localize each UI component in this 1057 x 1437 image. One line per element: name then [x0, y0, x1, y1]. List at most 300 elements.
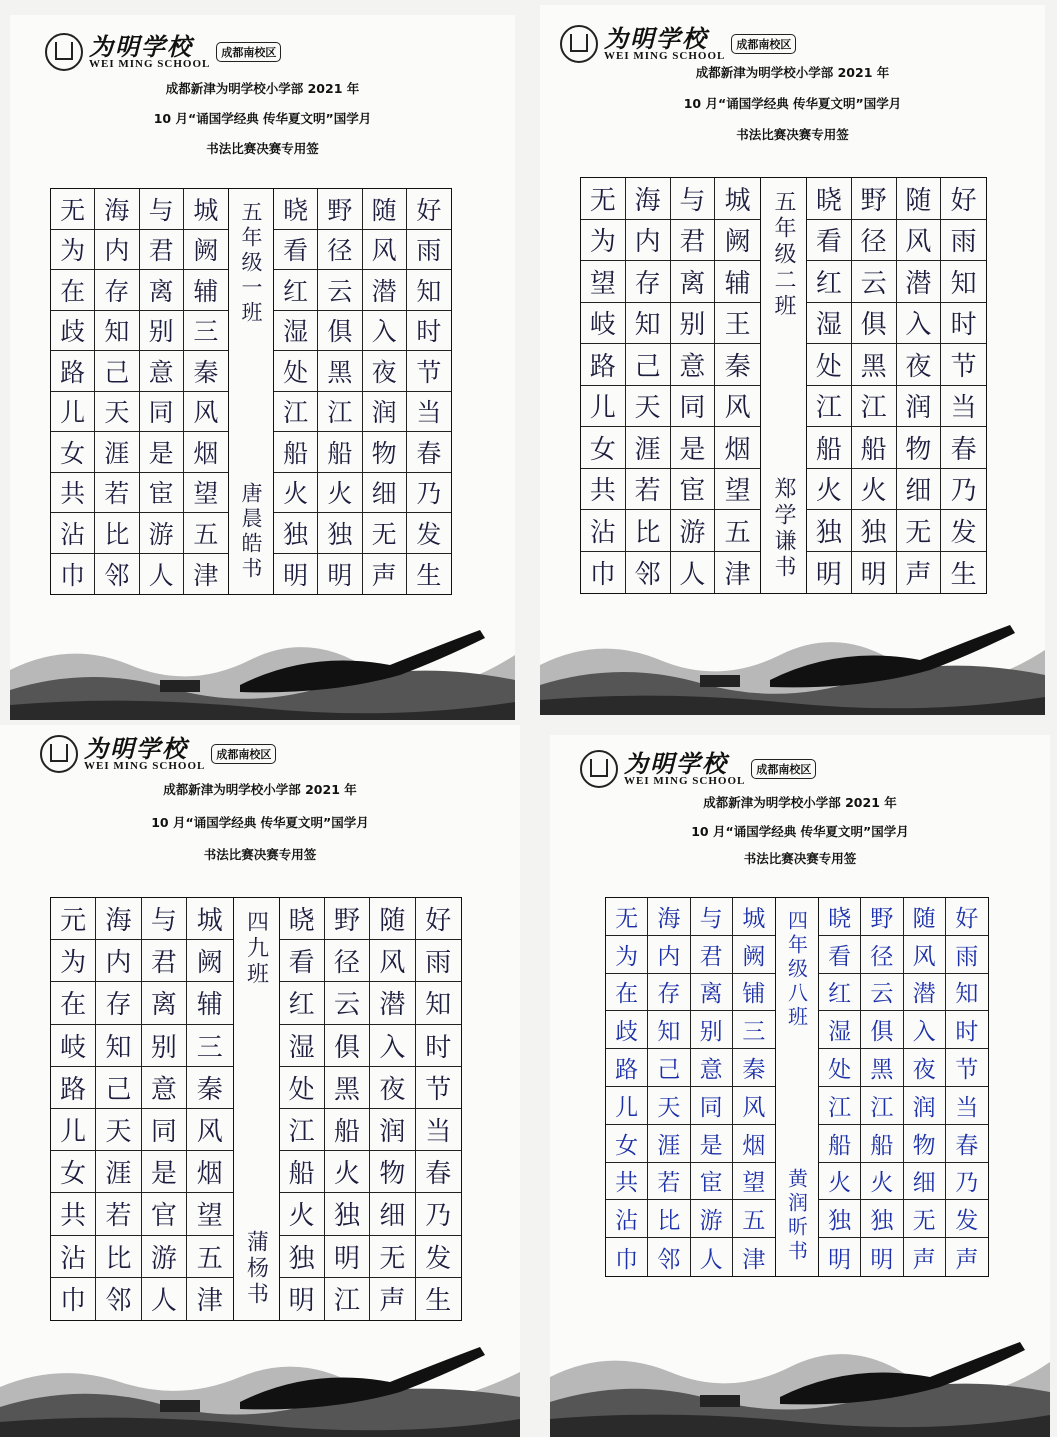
poem-character: 春	[941, 427, 986, 469]
poem-character: 无	[51, 189, 95, 230]
poem-character: 明	[852, 552, 897, 594]
header-line-2: 10 月“诵国学经典 传华夏文明”国学月	[151, 815, 369, 830]
poem-character: 邻	[95, 554, 139, 595]
poem-character: 风	[187, 1109, 232, 1151]
poem-character: 好	[946, 898, 988, 936]
poem-character: 知	[95, 311, 139, 352]
poem-character: 风	[363, 230, 407, 271]
ink-landscape-painting	[550, 1307, 1050, 1437]
poem-character: 云	[325, 982, 370, 1024]
poem-character: 黑	[325, 1067, 370, 1109]
school-emblem-icon	[560, 25, 598, 63]
poem-character: 铺	[733, 974, 775, 1012]
header-line-3: 书法比赛决赛专用签	[206, 141, 319, 156]
poem-character: 望	[187, 1193, 232, 1235]
poem-character: 比	[648, 1200, 690, 1238]
poem-grid	[580, 177, 987, 594]
poem-character: 看	[807, 220, 852, 262]
poem-character: 邻	[96, 1278, 141, 1320]
poem-character: 同	[671, 386, 716, 428]
poem-character: 云	[861, 974, 903, 1012]
poem-character: 红	[280, 982, 325, 1024]
poem-character: 晓	[807, 178, 852, 220]
poem-character: 随	[897, 178, 942, 220]
poem-character: 五	[187, 1236, 232, 1278]
poem-character: 阙	[187, 940, 232, 982]
poem-character: 离	[691, 974, 733, 1012]
signature-column	[233, 898, 280, 1320]
poem-character: 独	[807, 510, 852, 552]
poem-character: 存	[95, 270, 139, 311]
poem-character: 当	[416, 1109, 461, 1151]
poem-character: 风	[715, 386, 760, 428]
header-line-1: 成都新津为明学校小学部 2021 年	[165, 81, 360, 96]
calligraphy-sheet-2	[540, 5, 1045, 715]
poem-character: 同	[691, 1087, 733, 1125]
poem-character: 津	[724, 559, 751, 590]
poem-character: 春	[946, 1125, 988, 1163]
poem-character: 巾	[51, 1278, 96, 1320]
poem-character: 与	[142, 898, 187, 940]
poem-character: 火	[274, 473, 318, 514]
calligraphy-sheet-1	[10, 15, 515, 720]
poem-character: 径	[325, 940, 370, 982]
poem-character: 儿	[581, 386, 626, 428]
header-line-2: 10 月“诵国学经典 传华夏文明”国学月	[691, 824, 909, 839]
poem-character: 存	[96, 982, 141, 1024]
author-signature: 蒲杨书	[243, 1230, 269, 1308]
poem-character: 明	[274, 554, 318, 595]
poem-character: 巾	[606, 1238, 648, 1276]
poem-character: 意	[140, 351, 184, 392]
logo-name: 为明学校	[604, 23, 708, 53]
poem-character: 明	[807, 552, 852, 594]
poem-character: 元	[51, 898, 96, 940]
poem-character: 声	[955, 1246, 979, 1273]
poem-character: 辅	[187, 982, 232, 1024]
poem-character: 时	[946, 1011, 988, 1049]
poem-character: 望	[581, 261, 626, 303]
poem-character: 五	[184, 513, 228, 554]
poem-character: 沾	[51, 1236, 96, 1278]
poem-character: 独	[852, 510, 897, 552]
poem-character: 三	[733, 1011, 775, 1049]
poem-character: 火	[852, 469, 897, 511]
poem-character: 望	[715, 469, 760, 511]
poem-character: 夜	[897, 344, 942, 386]
poem-character: 女	[51, 432, 95, 473]
poem-character: 独	[318, 513, 362, 554]
class-label: 五年级一班	[239, 201, 263, 326]
poem-character: 黑	[318, 351, 362, 392]
poem-character: 火	[819, 1163, 861, 1201]
poem-character: 别	[140, 311, 184, 352]
poem-character: 无	[581, 178, 626, 220]
poem-character: 天	[626, 386, 671, 428]
poem-character: 节	[416, 1067, 461, 1109]
poem-character: 与	[140, 189, 184, 230]
logo-name: 为明学校	[84, 733, 188, 763]
poem-character: 儿	[606, 1087, 648, 1125]
poem-grid	[50, 188, 452, 595]
poem-character: 春	[407, 432, 451, 473]
poem-character: 时	[941, 303, 986, 345]
signature-column	[775, 898, 819, 1276]
poem-character: 秦	[733, 1049, 775, 1087]
poem-character: 红	[807, 261, 852, 303]
poem-block-right	[807, 178, 986, 593]
poem-character: 内	[626, 220, 671, 262]
poem-character: 海	[648, 898, 690, 936]
poem-character: 火	[318, 473, 362, 514]
poem-character: 沾	[581, 510, 626, 552]
poem-character: 黑	[852, 344, 897, 386]
school-emblem-icon	[580, 750, 618, 788]
poem-character: 津	[742, 1246, 766, 1273]
poem-character: 红	[274, 270, 318, 311]
campus-badge: 成都南校区	[731, 34, 796, 54]
poem-character: 江	[318, 392, 362, 433]
poem-character: 三	[187, 1025, 232, 1067]
poem-character: 望	[184, 473, 228, 514]
poem-character: 己	[626, 344, 671, 386]
header-line-2: 10 月“诵国学经典 传华夏文明”国学月	[153, 111, 372, 126]
poem-character: 知	[941, 261, 986, 303]
poem-character: 秦	[715, 344, 760, 386]
poem-character: 物	[904, 1125, 946, 1163]
poem-character: 涯	[96, 1151, 141, 1193]
poem-character: 春	[416, 1151, 461, 1193]
poem-character: 是	[140, 432, 184, 473]
poem-character: 沾	[51, 513, 95, 554]
poem-character: 为	[581, 220, 626, 262]
poem-character: 时	[407, 311, 451, 352]
poem-character: 独	[325, 1193, 370, 1235]
poem-character: 火	[861, 1163, 903, 1201]
poem-character: 知	[416, 982, 461, 1024]
poem-character: 俱	[318, 311, 362, 352]
poem-character: 宦	[691, 1163, 733, 1201]
poem-character: 知	[626, 303, 671, 345]
poem-character: 在	[51, 270, 95, 311]
poem-block-left	[51, 898, 233, 1320]
poem-character: 君	[691, 936, 733, 974]
poem-character: 风	[897, 220, 942, 262]
poem-character: 君	[142, 940, 187, 982]
poem-character: 风	[184, 392, 228, 433]
poem-character: 乃	[946, 1163, 988, 1201]
poem-character: 风	[904, 936, 946, 974]
poem-character: 宦	[140, 473, 184, 514]
poem-character: 野	[861, 898, 903, 936]
ink-landscape-painting	[540, 605, 1045, 715]
poem-character: 邻	[648, 1238, 690, 1276]
poem-character: 雨	[941, 220, 986, 262]
poem-character: 沾	[606, 1200, 648, 1238]
poem-character: 望	[733, 1163, 775, 1201]
poem-character: 润	[904, 1087, 946, 1125]
poem-character: 无	[606, 898, 648, 936]
poem-character: 天	[648, 1087, 690, 1125]
poem-character: 润	[370, 1109, 415, 1151]
poem-character: 比	[95, 513, 139, 554]
poem-character: 时	[416, 1025, 461, 1067]
logo-english: WEI MING SCHOOL	[84, 759, 206, 772]
poem-character: 潜	[363, 270, 407, 311]
poem-character: 晓	[819, 898, 861, 936]
poem-character: 共	[51, 1193, 96, 1235]
poem-character: 涯	[95, 432, 139, 473]
poem-character: 辅	[715, 261, 760, 303]
poem-character: 夜	[370, 1067, 415, 1109]
poem-character: 海	[96, 898, 141, 940]
poem-character: 雨	[946, 936, 988, 974]
poem-character: 节	[407, 351, 451, 392]
poem-character: 独	[280, 1236, 325, 1278]
poem-character: 当	[946, 1087, 988, 1125]
poem-character: 独	[819, 1200, 861, 1238]
poem-character: 是	[671, 427, 716, 469]
poem-character: 路	[606, 1049, 648, 1087]
poem-character: 宦	[671, 469, 716, 511]
ink-landscape-painting	[0, 1332, 520, 1437]
poem-block-right	[274, 189, 451, 594]
poem-character: 入	[370, 1025, 415, 1067]
poem-character: 为	[51, 940, 96, 982]
logo-english: WEI MING SCHOOL	[604, 49, 726, 62]
poem-character: 无	[370, 1236, 415, 1278]
poem-character: 江	[861, 1087, 903, 1125]
poem-character: 物	[363, 432, 407, 473]
poem-character: 好	[416, 898, 461, 940]
poem-character: 夜	[363, 351, 407, 392]
poem-character: 声	[370, 1278, 415, 1320]
poem-character: 三	[184, 311, 228, 352]
poem-character: 涯	[648, 1125, 690, 1163]
poem-character: 船	[280, 1151, 325, 1193]
poem-character: 共	[606, 1163, 648, 1201]
poem-character: 湿	[280, 1025, 325, 1067]
poem-character: 在	[606, 974, 648, 1012]
logo-english: WEI MING SCHOOL	[89, 57, 211, 70]
header-line-1: 成都新津为明学校小学部 2021 年	[703, 795, 897, 810]
poem-character: 江	[280, 1109, 325, 1151]
poem-character: 黑	[861, 1049, 903, 1087]
poem-character: 歧	[606, 1011, 648, 1049]
poem-character: 俱	[861, 1011, 903, 1049]
poem-character: 知	[648, 1011, 690, 1049]
poem-character: 好	[407, 189, 451, 230]
poem-character: 游	[142, 1236, 187, 1278]
class-label: 四年级八班	[784, 910, 809, 1030]
poem-character: 船	[861, 1125, 903, 1163]
poem-character: 处	[819, 1049, 861, 1087]
poem-character: 与	[671, 178, 716, 220]
poem-character: 阙	[715, 220, 760, 262]
poem-character: 君	[140, 230, 184, 271]
poem-character: 明	[280, 1278, 325, 1320]
poem-character: 儿	[51, 392, 95, 433]
poem-character: 比	[626, 510, 671, 552]
poem-character: 看	[280, 940, 325, 982]
poem-character: 风	[733, 1087, 775, 1125]
poem-character: 生	[425, 1286, 452, 1317]
poem-character: 路	[51, 1067, 96, 1109]
poem-character: 烟	[187, 1151, 232, 1193]
campus-badge: 成都南校区	[751, 759, 816, 779]
poem-character: 随	[370, 898, 415, 940]
poem-character: 路	[51, 351, 95, 392]
poem-character: 无	[363, 513, 407, 554]
signature-column	[228, 189, 274, 594]
poem-character: 夜	[904, 1049, 946, 1087]
poem-character: 入	[363, 311, 407, 352]
poem-character: 江	[274, 392, 318, 433]
poem-character: 秦	[187, 1067, 232, 1109]
poem-character: 明	[861, 1238, 903, 1276]
poem-character: 海	[626, 178, 671, 220]
poem-character: 雨	[416, 940, 461, 982]
poem-character: 同	[140, 392, 184, 433]
poem-character: 江	[852, 386, 897, 428]
school-logo	[580, 750, 816, 788]
poem-character: 岐	[51, 1025, 96, 1067]
poem-character: 君	[671, 220, 716, 262]
poem-character: 己	[96, 1067, 141, 1109]
poem-character: 发	[416, 1236, 461, 1278]
header-line-3: 书法比赛决赛专用签	[736, 127, 849, 142]
poem-character: 江	[819, 1087, 861, 1125]
ink-landscape-painting	[10, 610, 515, 720]
school-emblem-icon	[45, 33, 83, 71]
poem-character: 雨	[407, 230, 451, 271]
poem-character: 人	[142, 1278, 187, 1320]
poem-character: 知	[96, 1025, 141, 1067]
poem-character: 乃	[407, 473, 451, 514]
campus-badge: 成都南校区	[216, 42, 281, 62]
poem-character: 处	[807, 344, 852, 386]
poem-character: 天	[95, 392, 139, 433]
school-logo	[45, 33, 281, 71]
author-signature: 唐晨皓书	[239, 482, 263, 582]
header-line-3: 书法比赛决赛专用签	[203, 847, 317, 862]
poem-character: 明	[819, 1238, 861, 1276]
poem-character: 细	[370, 1193, 415, 1235]
poem-character: 涯	[626, 427, 671, 469]
poem-character: 天	[96, 1109, 141, 1151]
poem-character: 女	[581, 427, 626, 469]
poem-character: 阙	[733, 936, 775, 974]
school-emblem-icon	[40, 735, 78, 773]
poem-character: 风	[370, 940, 415, 982]
poem-character: 火	[807, 469, 852, 511]
poem-character: 当	[941, 386, 986, 428]
poem-character: 阙	[184, 230, 228, 271]
poem-block-left	[581, 178, 760, 593]
poem-character: 人	[140, 554, 184, 595]
poem-character: 乃	[416, 1193, 461, 1235]
poem-character: 独	[861, 1200, 903, 1238]
poem-character: 女	[606, 1125, 648, 1163]
poem-block-right	[819, 898, 988, 1276]
poem-character: 船	[819, 1125, 861, 1163]
poem-character: 离	[142, 982, 187, 1024]
poem-character: 巾	[581, 552, 626, 594]
poem-character: 烟	[733, 1125, 775, 1163]
poem-character: 火	[280, 1193, 325, 1235]
poem-character: 意	[671, 344, 716, 386]
author-signature: 黄润昕书	[784, 1168, 809, 1264]
poem-character: 存	[626, 261, 671, 303]
poem-character: 处	[274, 351, 318, 392]
poem-character: 明	[318, 554, 362, 595]
poem-character: 江	[325, 1278, 370, 1320]
poem-character: 意	[142, 1067, 187, 1109]
poem-character: 王	[715, 303, 760, 345]
poem-character: 为	[51, 230, 95, 271]
poem-character: 晓	[274, 189, 318, 230]
class-label: 五年级二班	[771, 190, 796, 320]
poem-character: 细	[897, 469, 942, 511]
poem-character: 游	[140, 513, 184, 554]
header-line-3: 书法比赛决赛专用签	[743, 851, 857, 866]
poem-character: 处	[280, 1067, 325, 1109]
poem-character: 官	[142, 1193, 187, 1235]
poem-character: 城	[733, 898, 775, 936]
poem-character: 岐	[581, 303, 626, 345]
poem-character: 知	[946, 974, 988, 1012]
poem-character: 共	[581, 469, 626, 511]
poem-character: 细	[363, 473, 407, 514]
poem-character: 湿	[819, 1011, 861, 1049]
poem-character: 人	[671, 552, 716, 594]
poem-character: 潜	[370, 982, 415, 1024]
poem-block-right	[280, 898, 462, 1320]
poem-character: 野	[852, 178, 897, 220]
poem-character: 邻	[626, 552, 671, 594]
poem-character: 烟	[715, 427, 760, 469]
header-line-1: 成都新津为明学校小学部 2021 年	[163, 782, 357, 797]
poem-block-left	[606, 898, 775, 1276]
poem-character: 是	[142, 1151, 187, 1193]
header-line-1: 成都新津为明学校小学部 2021 年	[695, 65, 890, 80]
calligraphy-sheet-4	[550, 735, 1050, 1437]
poem-character: 五	[733, 1200, 775, 1238]
poem-character: 津	[196, 1286, 223, 1317]
poem-block-left	[51, 189, 228, 594]
poem-character: 润	[897, 386, 942, 428]
class-label: 四九班	[243, 910, 269, 988]
poem-character: 发	[946, 1200, 988, 1238]
poem-character: 声	[904, 1238, 946, 1276]
poem-character: 红	[819, 974, 861, 1012]
poem-character: 人	[691, 1238, 733, 1276]
poem-character: 存	[648, 974, 690, 1012]
poem-character: 看	[274, 230, 318, 271]
poem-character: 声	[363, 554, 407, 595]
poem-character: 湿	[274, 311, 318, 352]
poem-character: 当	[407, 392, 451, 433]
poem-character: 江	[807, 386, 852, 428]
poem-character: 入	[904, 1011, 946, 1049]
poem-character: 发	[941, 510, 986, 552]
poem-character: 湿	[807, 303, 852, 345]
poem-character: 为	[606, 936, 648, 974]
poem-character: 儿	[51, 1109, 96, 1151]
poem-character: 云	[852, 261, 897, 303]
poem-character: 离	[140, 270, 184, 311]
poem-character: 船	[807, 427, 852, 469]
